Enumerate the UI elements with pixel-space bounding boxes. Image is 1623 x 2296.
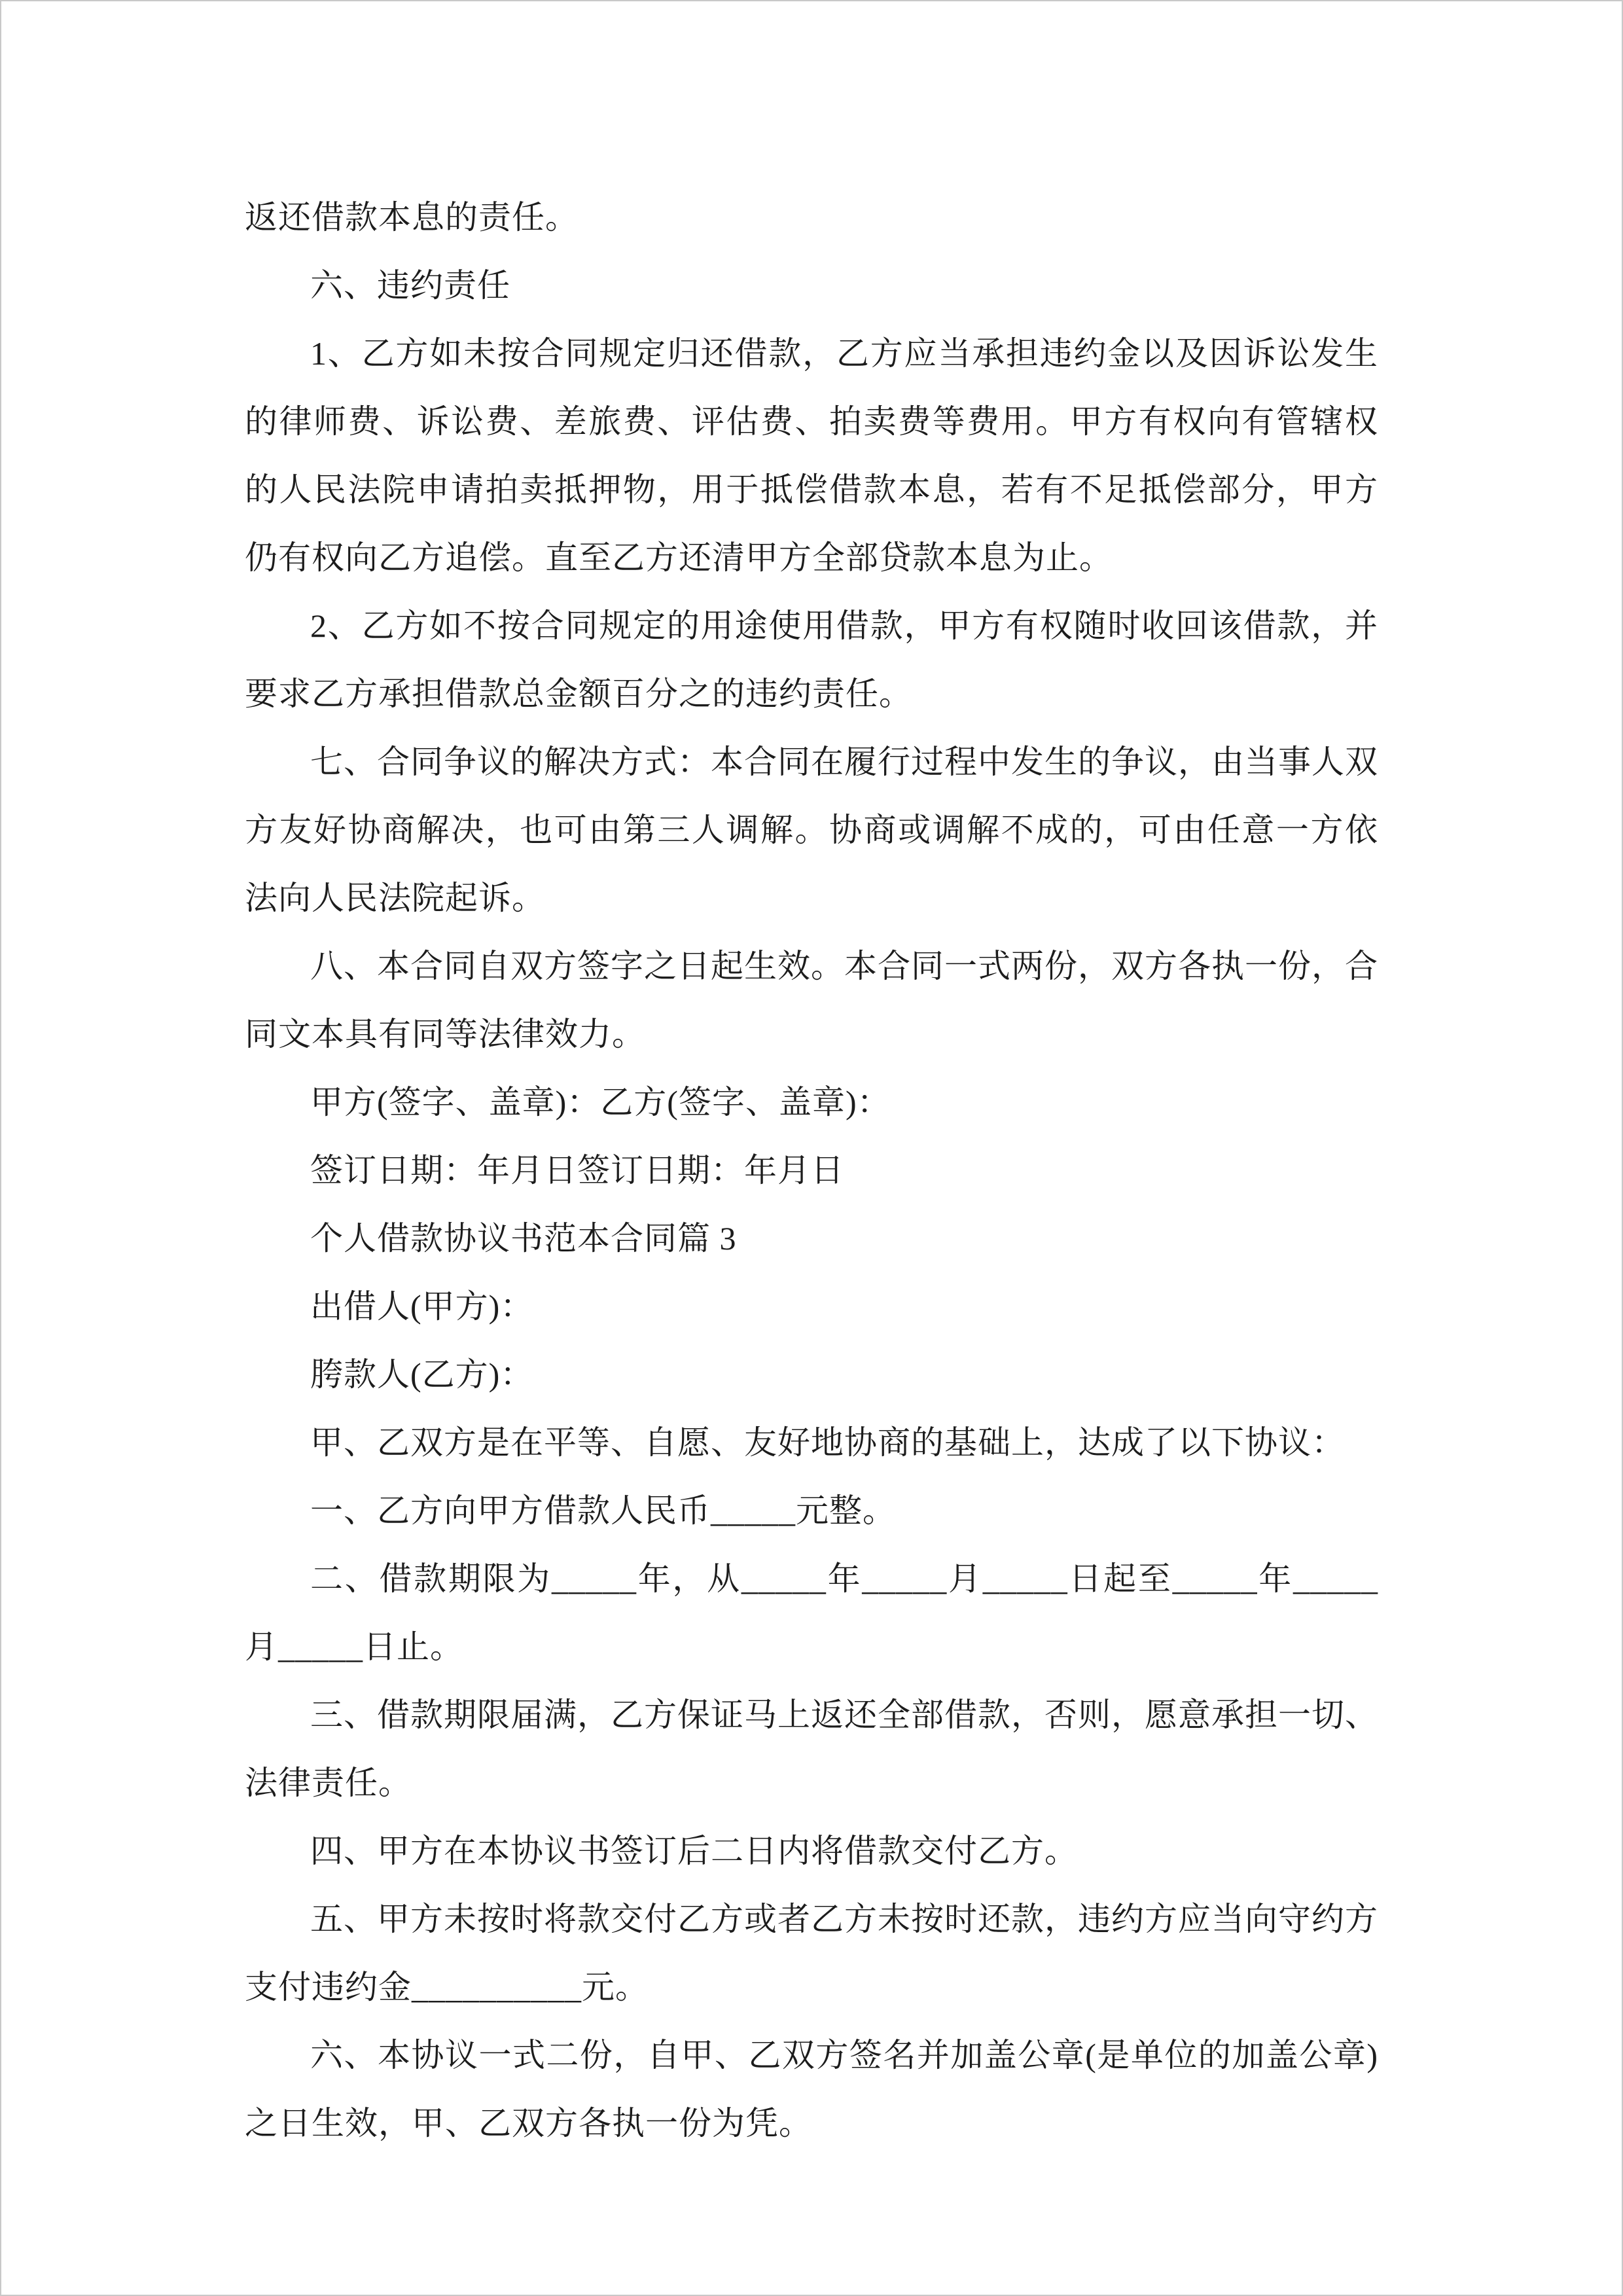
paragraph: 四、甲方在本协议书签订后二日内将借款交付乙方。	[310, 1833, 1078, 1869]
paragraph: 2、乙方如不按合同规定的用途使用借款，甲方有权随时收回该借款，并要求乙方承担借款总金额百分之的违约责任。	[245, 607, 1378, 712]
paragraph: 六、本协议一式二份，自甲、乙双方签名并加盖公章(是单位的加盖公章)之日生效，甲、乙双方各执一份为凭。	[245, 2037, 1378, 2142]
paragraph: 出借人(甲方)：	[310, 1288, 534, 1325]
paragraph: 签订日期：年月日签订日期：年月日	[310, 1152, 844, 1189]
paragraph: 五、甲方未按时将款交付乙方或者乙方未按时还款，违约方应当向守约方支付违约金__________元。	[245, 1901, 1378, 2005]
paragraph: 胯款人(乙方)：	[310, 1356, 534, 1393]
paragraph: 一、乙方向甲方借款人民币_____元整。	[310, 1492, 896, 1529]
paragraph: 返还借款本息的责任。	[245, 199, 579, 236]
paragraph: 六、违约责任	[310, 267, 510, 304]
paragraph: 甲、乙双方是在平等、自愿、友好地协商的基础上，达成了以下协议：	[310, 1424, 1345, 1461]
paragraph: 八、本合同自双方签字之日起生效。本合同一式两份，双方各执一份，合同文本具有同等法律效力。	[245, 948, 1378, 1052]
paragraph: 1、乙方如未按合同规定归还借款，乙方应当承担违约金以及因诉讼发生的律师费、诉讼费、差旅费、评估费、拍卖费等费用。甲方有权向有管辖权的人民法院申请拍卖抵押物，用于抵偿借款本息，若有不足抵偿部分，甲方仍有权向乙方追偿。直至乙方还清甲方全部贷款本息为止。	[245, 335, 1378, 576]
paragraph: 二、借款期限为_____年，从_____年_____月_____日起至_____年_____月_____日止。	[245, 1560, 1378, 1665]
paragraph: 七、合同争议的解决方式：本合同在履行过程中发生的争议，由当事人双方友好协商解决，也可由第三人调解。协商或调解不成的，可由任意一方依法向人民法院起诉。	[245, 744, 1378, 916]
document-body	[245, 183, 1378, 2157]
paragraph: 个人借款协议书范本合同篇 3	[310, 1220, 737, 1257]
paragraph: 甲方(签字、盖章)：乙方(签字、盖章)：	[310, 1084, 891, 1121]
paragraph: 三、借款期限届满，乙方保证马上返还全部借款，否则，愿意承担一切、法律责任。	[245, 1696, 1378, 1801]
